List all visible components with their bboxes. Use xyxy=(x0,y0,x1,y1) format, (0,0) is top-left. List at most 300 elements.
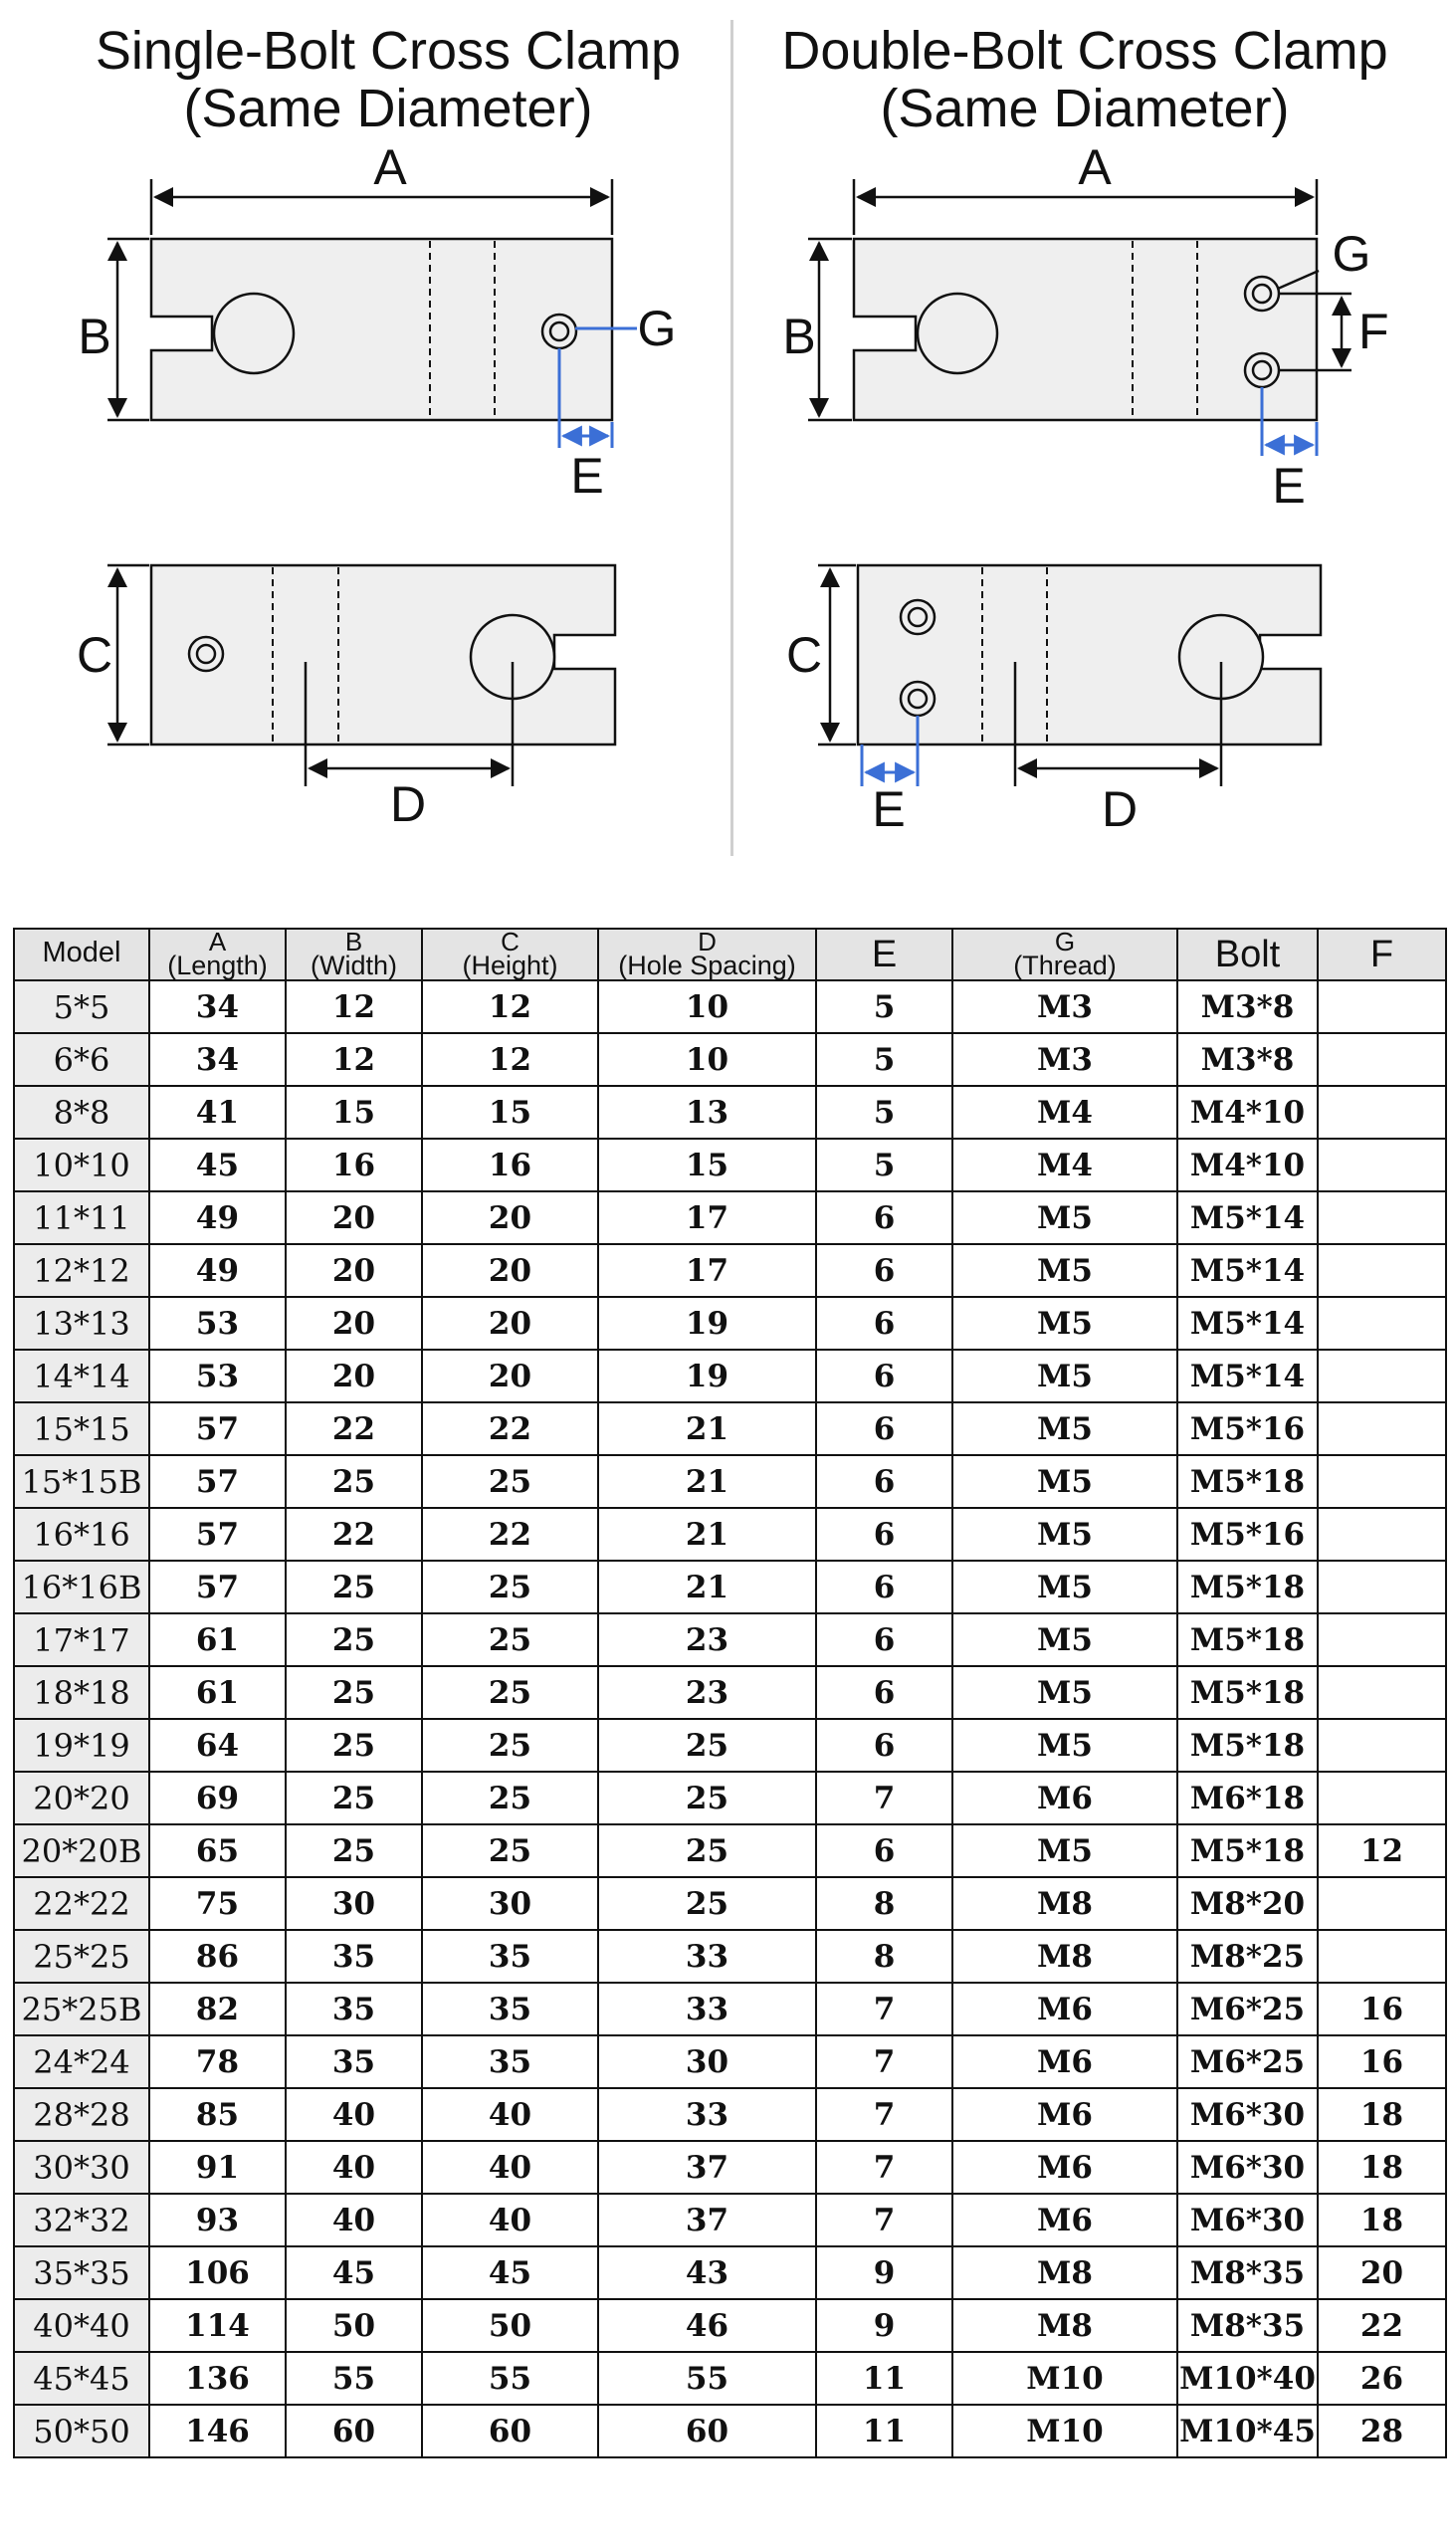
cell-g: M5 xyxy=(952,1561,1177,1613)
cell-b: 30 xyxy=(286,1877,422,1930)
cell-d: 33 xyxy=(598,1983,816,2035)
cell-bolt: M5*14 xyxy=(1177,1350,1318,1402)
cell-a: 93 xyxy=(149,2194,286,2246)
cell-d: 21 xyxy=(598,1402,816,1455)
cell-g: M6 xyxy=(952,1772,1177,1824)
cell-model: 19*19 xyxy=(14,1719,149,1772)
cell-f: 16 xyxy=(1318,1983,1446,2035)
cell-g: M8 xyxy=(952,2299,1177,2352)
cell-f xyxy=(1318,980,1446,1033)
header-bolt: Bolt xyxy=(1177,929,1318,980)
header-model: Model xyxy=(14,929,149,980)
cell-g: M6 xyxy=(952,2141,1177,2194)
cell-a: 49 xyxy=(149,1244,286,1297)
cell-a: 91 xyxy=(149,2141,286,2194)
dim-label-b-single: B xyxy=(78,309,111,364)
cell-f xyxy=(1318,1086,1446,1139)
table-row xyxy=(14,2299,1446,2352)
cell-b: 20 xyxy=(286,1350,422,1402)
cell-bolt: M6*25 xyxy=(1177,1983,1318,2035)
cell-e: 7 xyxy=(816,2141,952,2194)
cell-e: 9 xyxy=(816,2246,952,2299)
cell-e: 5 xyxy=(816,1086,952,1139)
cell-d: 23 xyxy=(598,1613,816,1666)
table-row xyxy=(14,1983,1446,2035)
cell-b: 35 xyxy=(286,2035,422,2088)
cell-f xyxy=(1318,1297,1446,1350)
cell-e: 8 xyxy=(816,1930,952,1983)
cell-a: 106 xyxy=(149,2246,286,2299)
cell-c: 60 xyxy=(422,2405,598,2457)
cell-d: 46 xyxy=(598,2299,816,2352)
table-row xyxy=(14,1613,1446,1666)
table-row xyxy=(14,1561,1446,1613)
cell-b: 20 xyxy=(286,1244,422,1297)
cell-f: 18 xyxy=(1318,2141,1446,2194)
cell-g: M3 xyxy=(952,1033,1177,1086)
cell-c: 45 xyxy=(422,2246,598,2299)
double-bolt-title-line1: Double-Bolt Cross Clamp xyxy=(781,21,1388,81)
cell-g: M5 xyxy=(952,1402,1177,1455)
cell-f: 18 xyxy=(1318,2088,1446,2141)
single-bolt-title-line1: Single-Bolt Cross Clamp xyxy=(95,21,682,81)
double-bolt-title-line2: (Same Diameter) xyxy=(880,79,1290,138)
cell-b: 50 xyxy=(286,2299,422,2352)
clamp-diagrams xyxy=(0,0,1456,896)
table-row xyxy=(14,1930,1446,1983)
cell-g: M8 xyxy=(952,1930,1177,1983)
cell-model: 25*25 xyxy=(14,1930,149,1983)
cell-d: 13 xyxy=(598,1086,816,1139)
cell-model: 15*15 xyxy=(14,1402,149,1455)
cell-a: 45 xyxy=(149,1139,286,1191)
cell-e: 6 xyxy=(816,1455,952,1508)
cell-model: 11*11 xyxy=(14,1191,149,1244)
cell-b: 25 xyxy=(286,1455,422,1508)
cell-f: 16 xyxy=(1318,2035,1446,2088)
cell-c: 20 xyxy=(422,1244,598,1297)
cell-model: 12*12 xyxy=(14,1244,149,1297)
cell-model: 35*35 xyxy=(14,2246,149,2299)
cell-d: 19 xyxy=(598,1350,816,1402)
cell-model: 22*22 xyxy=(14,1877,149,1930)
table-row xyxy=(14,1666,1446,1719)
cell-a: 146 xyxy=(149,2405,286,2457)
dim-label-b-double: B xyxy=(782,309,816,364)
cell-bolt: M5*14 xyxy=(1177,1297,1318,1350)
dim-label-a-single: A xyxy=(373,139,407,195)
cell-g: M5 xyxy=(952,1191,1177,1244)
cell-a: 61 xyxy=(149,1613,286,1666)
table-row xyxy=(14,2088,1446,2141)
table-row xyxy=(14,1772,1446,1824)
cell-f xyxy=(1318,1561,1446,1613)
cell-c: 50 xyxy=(422,2299,598,2352)
cell-f xyxy=(1318,1350,1446,1402)
cell-e: 6 xyxy=(816,1297,952,1350)
cell-e: 8 xyxy=(816,1877,952,1930)
table-row xyxy=(14,1297,1446,1350)
cell-g: M4 xyxy=(952,1139,1177,1191)
cell-e: 5 xyxy=(816,1033,952,1086)
cell-model: 14*14 xyxy=(14,1350,149,1402)
cell-g: M5 xyxy=(952,1508,1177,1561)
cell-bolt: M8*25 xyxy=(1177,1930,1318,1983)
cell-b: 35 xyxy=(286,1930,422,1983)
cell-b: 25 xyxy=(286,1613,422,1666)
dim-label-g-double: G xyxy=(1332,226,1371,282)
cell-e: 7 xyxy=(816,2194,952,2246)
cell-bolt: M6*30 xyxy=(1177,2141,1318,2194)
cell-b: 25 xyxy=(286,1824,422,1877)
cell-g: M5 xyxy=(952,1455,1177,1508)
cell-bolt: M3*8 xyxy=(1177,1033,1318,1086)
dim-label-a-double: A xyxy=(1078,139,1112,195)
cell-g: M8 xyxy=(952,1877,1177,1930)
cell-d: 23 xyxy=(598,1666,816,1719)
double-bolt-side-view xyxy=(786,565,1321,837)
cell-c: 25 xyxy=(422,1719,598,1772)
cell-e: 9 xyxy=(816,2299,952,2352)
cell-f xyxy=(1318,1613,1446,1666)
cell-c: 20 xyxy=(422,1297,598,1350)
cell-b: 25 xyxy=(286,1719,422,1772)
cell-d: 21 xyxy=(598,1561,816,1613)
cell-b: 12 xyxy=(286,1033,422,1086)
cell-a: 34 xyxy=(149,980,286,1033)
cell-e: 7 xyxy=(816,2088,952,2141)
cell-d: 60 xyxy=(598,2405,816,2457)
cell-bolt: M5*14 xyxy=(1177,1191,1318,1244)
cell-c: 40 xyxy=(422,2141,598,2194)
cell-model: 30*30 xyxy=(14,2141,149,2194)
cell-model: 17*17 xyxy=(14,1613,149,1666)
cell-c: 55 xyxy=(422,2352,598,2405)
cell-c: 25 xyxy=(422,1666,598,1719)
cell-c: 25 xyxy=(422,1613,598,1666)
cell-a: 64 xyxy=(149,1719,286,1772)
cell-bolt: M5*18 xyxy=(1177,1824,1318,1877)
cell-e: 5 xyxy=(816,980,952,1033)
cell-a: 53 xyxy=(149,1297,286,1350)
table-row xyxy=(14,2194,1446,2246)
cell-g: M5 xyxy=(952,1719,1177,1772)
cell-d: 25 xyxy=(598,1772,816,1824)
cell-model: 16*16B xyxy=(14,1561,149,1613)
cell-a: 75 xyxy=(149,1877,286,1930)
cell-c: 20 xyxy=(422,1350,598,1402)
cell-model: 50*50 xyxy=(14,2405,149,2457)
cell-c: 35 xyxy=(422,2035,598,2088)
cell-model: 6*6 xyxy=(14,1033,149,1086)
cell-bolt: M6*30 xyxy=(1177,2194,1318,2246)
cell-d: 10 xyxy=(598,980,816,1033)
dim-label-c-double: C xyxy=(785,627,823,683)
table-row xyxy=(14,1350,1446,1402)
cell-g: M5 xyxy=(952,1297,1177,1350)
header-d: D (Hole Spacing) xyxy=(598,929,816,980)
cell-bolt: M6*30 xyxy=(1177,2088,1318,2141)
cell-b: 25 xyxy=(286,1561,422,1613)
cell-e: 6 xyxy=(816,1402,952,1455)
cell-c: 25 xyxy=(422,1455,598,1508)
cell-a: 86 xyxy=(149,1930,286,1983)
cell-d: 37 xyxy=(598,2194,816,2246)
cell-bolt: M5*18 xyxy=(1177,1719,1318,1772)
cell-e: 5 xyxy=(816,1139,952,1191)
cell-b: 35 xyxy=(286,1983,422,2035)
cell-e: 6 xyxy=(816,1191,952,1244)
cell-b: 40 xyxy=(286,2141,422,2194)
cell-a: 82 xyxy=(149,1983,286,2035)
table-row xyxy=(14,2141,1446,2194)
cell-e: 6 xyxy=(816,1719,952,1772)
cell-model: 45*45 xyxy=(14,2352,149,2405)
cell-b: 15 xyxy=(286,1086,422,1139)
table-row xyxy=(14,1244,1446,1297)
cell-b: 45 xyxy=(286,2246,422,2299)
cell-f: 28 xyxy=(1318,2405,1446,2457)
cell-c: 22 xyxy=(422,1508,598,1561)
table-row xyxy=(14,1191,1446,1244)
cell-d: 43 xyxy=(598,2246,816,2299)
cell-c: 40 xyxy=(422,2194,598,2246)
cell-e: 6 xyxy=(816,1613,952,1666)
cell-b: 40 xyxy=(286,2194,422,2246)
cell-model: 32*32 xyxy=(14,2194,149,2246)
cell-bolt: M5*18 xyxy=(1177,1455,1318,1508)
cell-model: 24*24 xyxy=(14,2035,149,2088)
cell-c: 25 xyxy=(422,1561,598,1613)
cell-c: 20 xyxy=(422,1191,598,1244)
cell-c: 22 xyxy=(422,1402,598,1455)
table-row xyxy=(14,1455,1446,1508)
dim-label-e-double-side: E xyxy=(872,781,906,837)
cell-g: M10 xyxy=(952,2352,1177,2405)
header-g: G (Thread) xyxy=(952,929,1177,980)
cell-c: 15 xyxy=(422,1086,598,1139)
table-row xyxy=(14,1824,1446,1877)
cell-f: 12 xyxy=(1318,1824,1446,1877)
cell-d: 15 xyxy=(598,1139,816,1191)
cell-d: 55 xyxy=(598,2352,816,2405)
cell-g: M6 xyxy=(952,2035,1177,2088)
cell-d: 37 xyxy=(598,2141,816,2194)
cell-b: 22 xyxy=(286,1508,422,1561)
cell-f xyxy=(1318,1508,1446,1561)
cell-e: 6 xyxy=(816,1824,952,1877)
cell-f xyxy=(1318,1033,1446,1086)
cell-bolt: M10*45 xyxy=(1177,2405,1318,2457)
cell-d: 21 xyxy=(598,1455,816,1508)
spec-table xyxy=(13,928,1447,2458)
cell-g: M5 xyxy=(952,1613,1177,1666)
cell-g: M5 xyxy=(952,1244,1177,1297)
cell-b: 22 xyxy=(286,1402,422,1455)
cell-c: 12 xyxy=(422,1033,598,1086)
table-row xyxy=(14,1086,1446,1139)
single-bolt-title-line2: (Same Diameter) xyxy=(183,79,593,138)
cell-a: 136 xyxy=(149,2352,286,2405)
cell-g: M5 xyxy=(952,1666,1177,1719)
dim-label-f-double: F xyxy=(1358,304,1389,359)
cell-a: 57 xyxy=(149,1402,286,1455)
cell-c: 16 xyxy=(422,1139,598,1191)
cell-a: 57 xyxy=(149,1508,286,1561)
cell-a: 65 xyxy=(149,1824,286,1877)
cell-g: M8 xyxy=(952,2246,1177,2299)
dim-label-c-single: C xyxy=(76,627,113,683)
cell-c: 40 xyxy=(422,2088,598,2141)
cell-g: M6 xyxy=(952,1983,1177,2035)
cell-e: 7 xyxy=(816,1772,952,1824)
cell-model: 20*20B xyxy=(14,1824,149,1877)
cell-d: 17 xyxy=(598,1191,816,1244)
single-bolt-side-view xyxy=(77,565,615,832)
header-c: C (Height) xyxy=(422,929,598,980)
single-bolt-top-view xyxy=(78,139,676,504)
header-b: B (Width) xyxy=(286,929,422,980)
cell-model: 40*40 xyxy=(14,2299,149,2352)
cell-e: 6 xyxy=(816,1350,952,1402)
cell-model: 13*13 xyxy=(14,1297,149,1350)
cell-f xyxy=(1318,1402,1446,1455)
cell-bolt: M4*10 xyxy=(1177,1086,1318,1139)
cell-e: 6 xyxy=(816,1666,952,1719)
cell-f xyxy=(1318,1930,1446,1983)
cell-model: 16*16 xyxy=(14,1508,149,1561)
table-row xyxy=(14,1139,1446,1191)
dim-label-d-single: D xyxy=(389,776,427,832)
cell-e: 6 xyxy=(816,1561,952,1613)
cell-d: 10 xyxy=(598,1033,816,1086)
cell-f: 18 xyxy=(1318,2194,1446,2246)
cell-bolt: M4*10 xyxy=(1177,1139,1318,1191)
cell-f xyxy=(1318,1191,1446,1244)
cell-b: 25 xyxy=(286,1666,422,1719)
cell-a: 41 xyxy=(149,1086,286,1139)
header-e: E xyxy=(816,929,952,980)
cell-g: M6 xyxy=(952,2088,1177,2141)
cell-bolt: M8*20 xyxy=(1177,1877,1318,1930)
cell-a: 85 xyxy=(149,2088,286,2141)
cell-d: 25 xyxy=(598,1824,816,1877)
cell-bolt: M5*14 xyxy=(1177,1244,1318,1297)
cell-e: 6 xyxy=(816,1508,952,1561)
cell-a: 61 xyxy=(149,1666,286,1719)
cell-model: 5*5 xyxy=(14,980,149,1033)
cell-b: 20 xyxy=(286,1297,422,1350)
cell-c: 12 xyxy=(422,980,598,1033)
header-f: F xyxy=(1318,929,1446,980)
table-header-row xyxy=(14,929,1446,980)
cell-f: 20 xyxy=(1318,2246,1446,2299)
cell-f: 26 xyxy=(1318,2352,1446,2405)
cell-g: M5 xyxy=(952,1350,1177,1402)
cell-model: 28*28 xyxy=(14,2088,149,2141)
cell-d: 17 xyxy=(598,1244,816,1297)
table-row xyxy=(14,2246,1446,2299)
table-row xyxy=(14,1877,1446,1930)
cell-a: 69 xyxy=(149,1772,286,1824)
dim-label-g-single: G xyxy=(637,301,677,356)
cell-g: M4 xyxy=(952,1086,1177,1139)
cell-f xyxy=(1318,1666,1446,1719)
cell-model: 10*10 xyxy=(14,1139,149,1191)
cell-c: 25 xyxy=(422,1824,598,1877)
cell-bolt: M6*25 xyxy=(1177,2035,1318,2088)
cell-b: 60 xyxy=(286,2405,422,2457)
dim-label-d-double: D xyxy=(1101,781,1139,837)
cell-f xyxy=(1318,1877,1446,1930)
cell-b: 40 xyxy=(286,2088,422,2141)
cell-bolt: M8*35 xyxy=(1177,2299,1318,2352)
cell-b: 16 xyxy=(286,1139,422,1191)
cell-d: 33 xyxy=(598,2088,816,2141)
table-row xyxy=(14,980,1446,1033)
cell-d: 25 xyxy=(598,1877,816,1930)
cell-model: 25*25B xyxy=(14,1983,149,2035)
table-body xyxy=(14,980,1446,2457)
cell-c: 35 xyxy=(422,1930,598,1983)
cell-model: 15*15B xyxy=(14,1455,149,1508)
table-row xyxy=(14,2352,1446,2405)
cell-bolt: M5*16 xyxy=(1177,1508,1318,1561)
cell-d: 19 xyxy=(598,1297,816,1350)
cell-bolt: M3*8 xyxy=(1177,980,1318,1033)
cell-a: 57 xyxy=(149,1455,286,1508)
table-row xyxy=(14,2405,1446,2457)
table-row xyxy=(14,1033,1446,1086)
cell-d: 21 xyxy=(598,1508,816,1561)
cell-e: 11 xyxy=(816,2405,952,2457)
cell-e: 11 xyxy=(816,2352,952,2405)
cell-d: 30 xyxy=(598,2035,816,2088)
dim-label-e-single: E xyxy=(570,448,604,504)
cell-a: 34 xyxy=(149,1033,286,1086)
cell-model: 20*20 xyxy=(14,1772,149,1824)
cell-bolt: M8*35 xyxy=(1177,2246,1318,2299)
cell-bolt: M5*18 xyxy=(1177,1561,1318,1613)
table-row xyxy=(14,1402,1446,1455)
cell-e: 7 xyxy=(816,1983,952,2035)
cell-d: 33 xyxy=(598,1930,816,1983)
cell-c: 25 xyxy=(422,1772,598,1824)
cell-b: 20 xyxy=(286,1191,422,1244)
cell-b: 25 xyxy=(286,1772,422,1824)
table-row xyxy=(14,2035,1446,2088)
cell-g: M10 xyxy=(952,2405,1177,2457)
cell-bolt: M6*18 xyxy=(1177,1772,1318,1824)
cell-g: M5 xyxy=(952,1824,1177,1877)
cell-bolt: M10*40 xyxy=(1177,2352,1318,2405)
cell-e: 7 xyxy=(816,2035,952,2088)
cell-bolt: M5*18 xyxy=(1177,1666,1318,1719)
cell-c: 30 xyxy=(422,1877,598,1930)
cell-e: 6 xyxy=(816,1244,952,1297)
cell-g: M6 xyxy=(952,2194,1177,2246)
double-bolt-top-view xyxy=(782,139,1388,514)
cell-model: 8*8 xyxy=(14,1086,149,1139)
cell-c: 35 xyxy=(422,1983,598,2035)
cell-d: 25 xyxy=(598,1719,816,1772)
cell-a: 57 xyxy=(149,1561,286,1613)
cell-f xyxy=(1318,1719,1446,1772)
cell-f: 22 xyxy=(1318,2299,1446,2352)
cell-bolt: M5*18 xyxy=(1177,1613,1318,1666)
table-row xyxy=(14,1719,1446,1772)
cell-bolt: M5*16 xyxy=(1177,1402,1318,1455)
